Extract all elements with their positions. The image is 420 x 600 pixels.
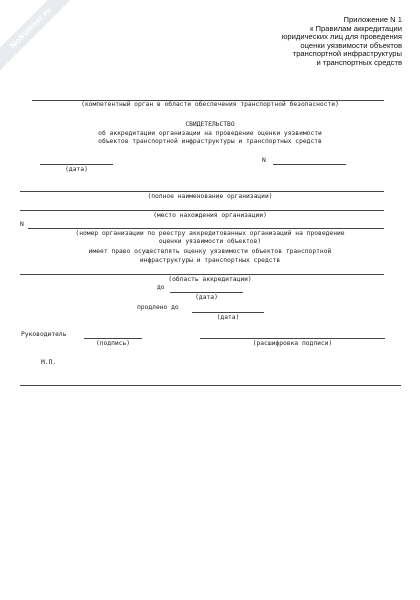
extended-until-label: продлено до bbox=[137, 304, 179, 311]
valid-until-caption: (дата) bbox=[195, 294, 218, 301]
appendix-line: юридических лиц для проведения bbox=[281, 32, 402, 42]
org-location-caption: (место нахождения организации) bbox=[153, 212, 267, 219]
signature-decode-caption: (расшифровка подписи) bbox=[252, 340, 333, 347]
issue-date-field[interactable] bbox=[40, 164, 113, 165]
appendix-header bbox=[282, 16, 402, 68]
authority-caption: (компетентный орган в области обеспечения транспортной безопасности) bbox=[81, 101, 339, 108]
appendix-line: к Правилам аккредитации bbox=[310, 23, 402, 33]
head-label: Руководитель bbox=[21, 331, 67, 338]
org-location-field[interactable] bbox=[20, 210, 384, 211]
certificate-subtitle-line2: объектов транспортной инфраструктуры и транспортных средств bbox=[98, 138, 322, 145]
extended-until-field[interactable] bbox=[192, 312, 264, 313]
form-bottom-rule bbox=[20, 385, 401, 386]
org-name-caption: (полное наименование организации) bbox=[147, 193, 273, 200]
appendix-line: Приложение N 1 bbox=[343, 15, 402, 24]
valid-until-field[interactable] bbox=[170, 292, 243, 293]
org-name-field[interactable] bbox=[20, 191, 384, 192]
accreditation-area-field[interactable] bbox=[20, 274, 384, 275]
watermark-ribbon: NoNumber.ru bbox=[0, 0, 83, 80]
accreditation-area-caption: (область аккредитации) bbox=[168, 276, 252, 283]
right-statement-line1: имеет право осуществлять оценку уязвимости объектов транспортной bbox=[88, 248, 332, 255]
extended-until-caption: (дата) bbox=[216, 314, 240, 321]
signature-decode-field[interactable] bbox=[200, 338, 385, 339]
right-statement-line2: инфраструктуры и транспортных средств bbox=[139, 257, 281, 264]
appendix-line: транспортной инфраструктуры bbox=[292, 49, 402, 59]
registry-number-field[interactable] bbox=[28, 228, 384, 229]
issue-date-caption: (дата) bbox=[65, 166, 88, 173]
registry-number-label: N bbox=[20, 221, 24, 228]
certificate-number-label: N bbox=[262, 157, 266, 164]
registry-caption-line2: оценки уязвимости объектов) bbox=[158, 238, 262, 245]
valid-until-label: до bbox=[157, 284, 165, 291]
appendix-line: и транспортных средств bbox=[316, 57, 402, 67]
certificate-subtitle-line1: об аккредитации организации на проведение оценки уязвимости bbox=[98, 130, 322, 137]
certificate-title: СВИДЕТЕЛЬСТВО bbox=[185, 121, 235, 128]
signature-caption: (подпись) bbox=[95, 340, 131, 347]
appendix-line: оценки уязвимости объектов bbox=[300, 40, 402, 50]
certificate-number-field[interactable] bbox=[273, 164, 346, 165]
signature-field[interactable] bbox=[84, 338, 142, 339]
registry-caption-line1: (номер организации по реестру аккредитованных организаций на проведение bbox=[75, 230, 345, 237]
seal-label: М.П. bbox=[41, 359, 57, 366]
